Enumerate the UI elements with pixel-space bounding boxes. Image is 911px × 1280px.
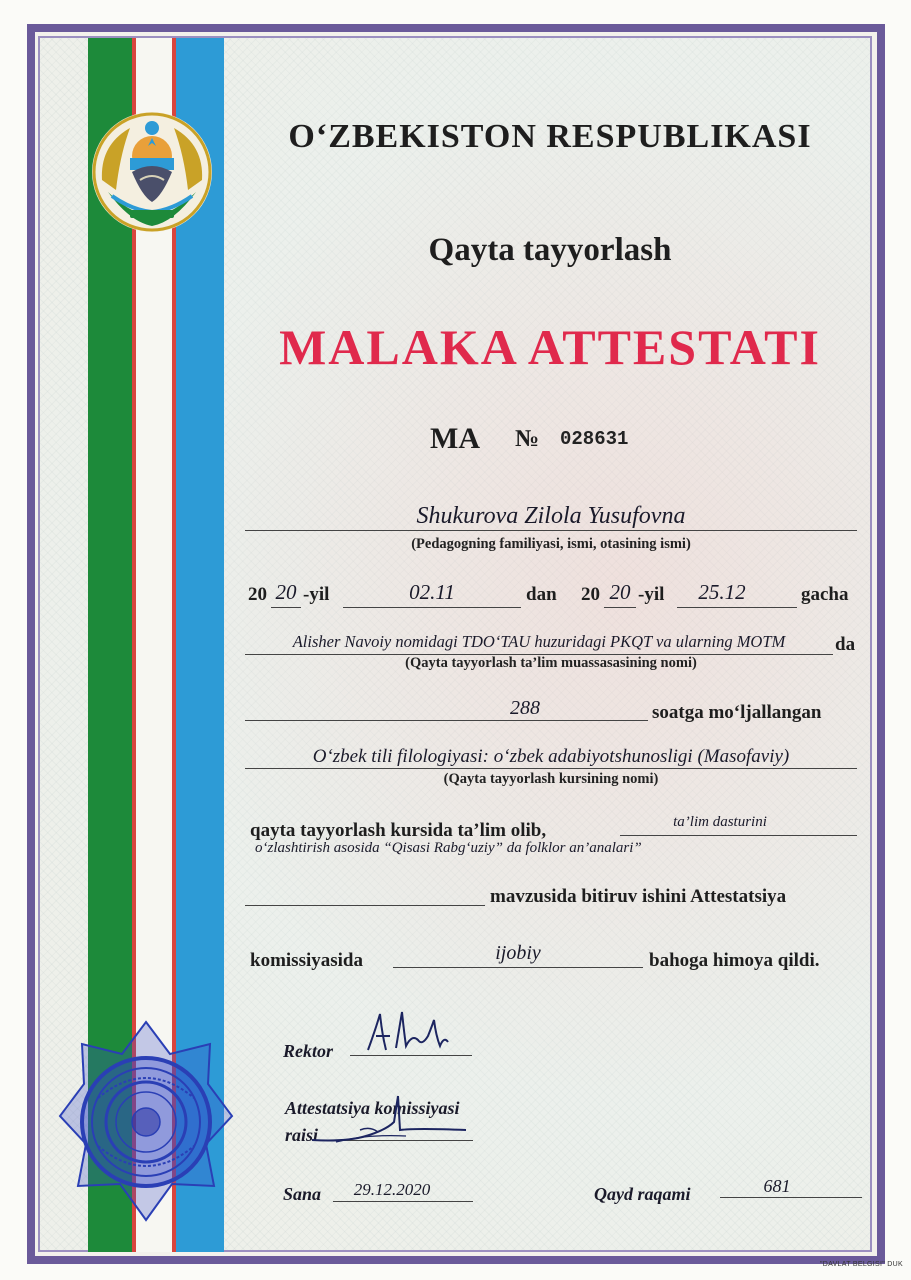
date-to: 25.12 xyxy=(698,580,746,604)
date-line xyxy=(333,1201,473,1202)
document-title: MALAKA ATTESTATI xyxy=(279,319,821,375)
gacha-label: gacha xyxy=(801,584,849,605)
date-from: 02.11 xyxy=(409,580,455,604)
year-value-1: 20 xyxy=(275,580,297,604)
commission-signature-icon xyxy=(306,1092,476,1152)
thesis-line-1 xyxy=(620,835,857,836)
printer-mark: "DAVLAT BELGISI" DUK xyxy=(820,1261,903,1268)
number-sign: № xyxy=(515,426,540,452)
country-heading: O‘ZBEKISTON RESPUBLIKASI xyxy=(288,118,812,155)
institution-name: Alisher Navoiy nomidagi TDO‘TAU huzuridagi PKQT va ularning MOTM xyxy=(292,632,786,651)
thesis-line-2 xyxy=(245,905,485,906)
hours-label: soatga mo‘ljallangan xyxy=(652,702,822,723)
date-to-line xyxy=(677,607,797,608)
year-line-2 xyxy=(604,607,636,608)
grade-value: ijobiy xyxy=(495,942,541,964)
result-lead: komissiyasida xyxy=(250,950,363,971)
year-prefix-2: 20 xyxy=(581,584,600,605)
hours-line xyxy=(245,720,648,721)
state-emblem-icon xyxy=(90,110,214,234)
institution-suffix: da xyxy=(835,634,856,655)
commission-chair-label: raisi xyxy=(285,1125,319,1145)
registration-line xyxy=(720,1197,862,1198)
dan-label: dan xyxy=(526,584,557,605)
thesis-handwritten-1: ta’lim dasturini xyxy=(673,814,767,830)
certificate-number: 028631 xyxy=(560,428,629,450)
year-prefix-1: 20 xyxy=(248,584,267,605)
name-line xyxy=(245,530,857,531)
registration-value: 681 xyxy=(763,1176,791,1196)
yil-label-1: -yil xyxy=(303,584,330,605)
course-line xyxy=(245,768,857,769)
hours-value: 288 xyxy=(510,697,540,719)
date-label: Sana xyxy=(283,1184,322,1204)
date-value: 29.12.2020 xyxy=(353,1180,431,1199)
holder-name-caption: (Pedagogning familiyasi, ismi, otasining ismi) xyxy=(411,536,691,552)
year-line-1 xyxy=(271,607,301,608)
rector-label: Rektor xyxy=(283,1041,334,1061)
grade-line xyxy=(393,967,643,968)
yil-label-2: -yil xyxy=(638,584,665,605)
year-value-2: 20 xyxy=(609,580,631,604)
thesis-handwritten-2: o‘zlashtirish asosida “Qisasi Rabg‘uziy” da folklor an’analari” xyxy=(255,840,642,856)
course-caption: (Qayta tayyorlash kursining nomi) xyxy=(443,771,659,787)
topic-label: mavzusida bitiruv ishini Attestatsiya xyxy=(490,886,787,907)
date-from-line xyxy=(343,607,521,608)
rector-signature-icon xyxy=(362,1006,452,1058)
document-subtitle: Qayta tayyorlash xyxy=(428,232,672,268)
registration-label: Qayd raqami xyxy=(594,1184,691,1204)
series-code: MA xyxy=(430,422,480,455)
commission-label: Attestatsiya komissiyasi xyxy=(285,1098,460,1118)
institution-caption: (Qayta tayyorlash ta’lim muassasasining nomi) xyxy=(405,655,697,671)
thesis-lead: qayta tayyorlash kursida ta’lim olib, xyxy=(250,820,547,841)
result-tail: bahoga himoya qildi. xyxy=(649,950,820,971)
course-name: O‘zbek tili filologiyasi: o‘zbek adabiyotshunosligi (Masofaviy) xyxy=(312,746,790,767)
holder-name: Shukurova Zilola Yusufovna xyxy=(416,503,686,529)
official-seal-icon xyxy=(58,1018,234,1224)
